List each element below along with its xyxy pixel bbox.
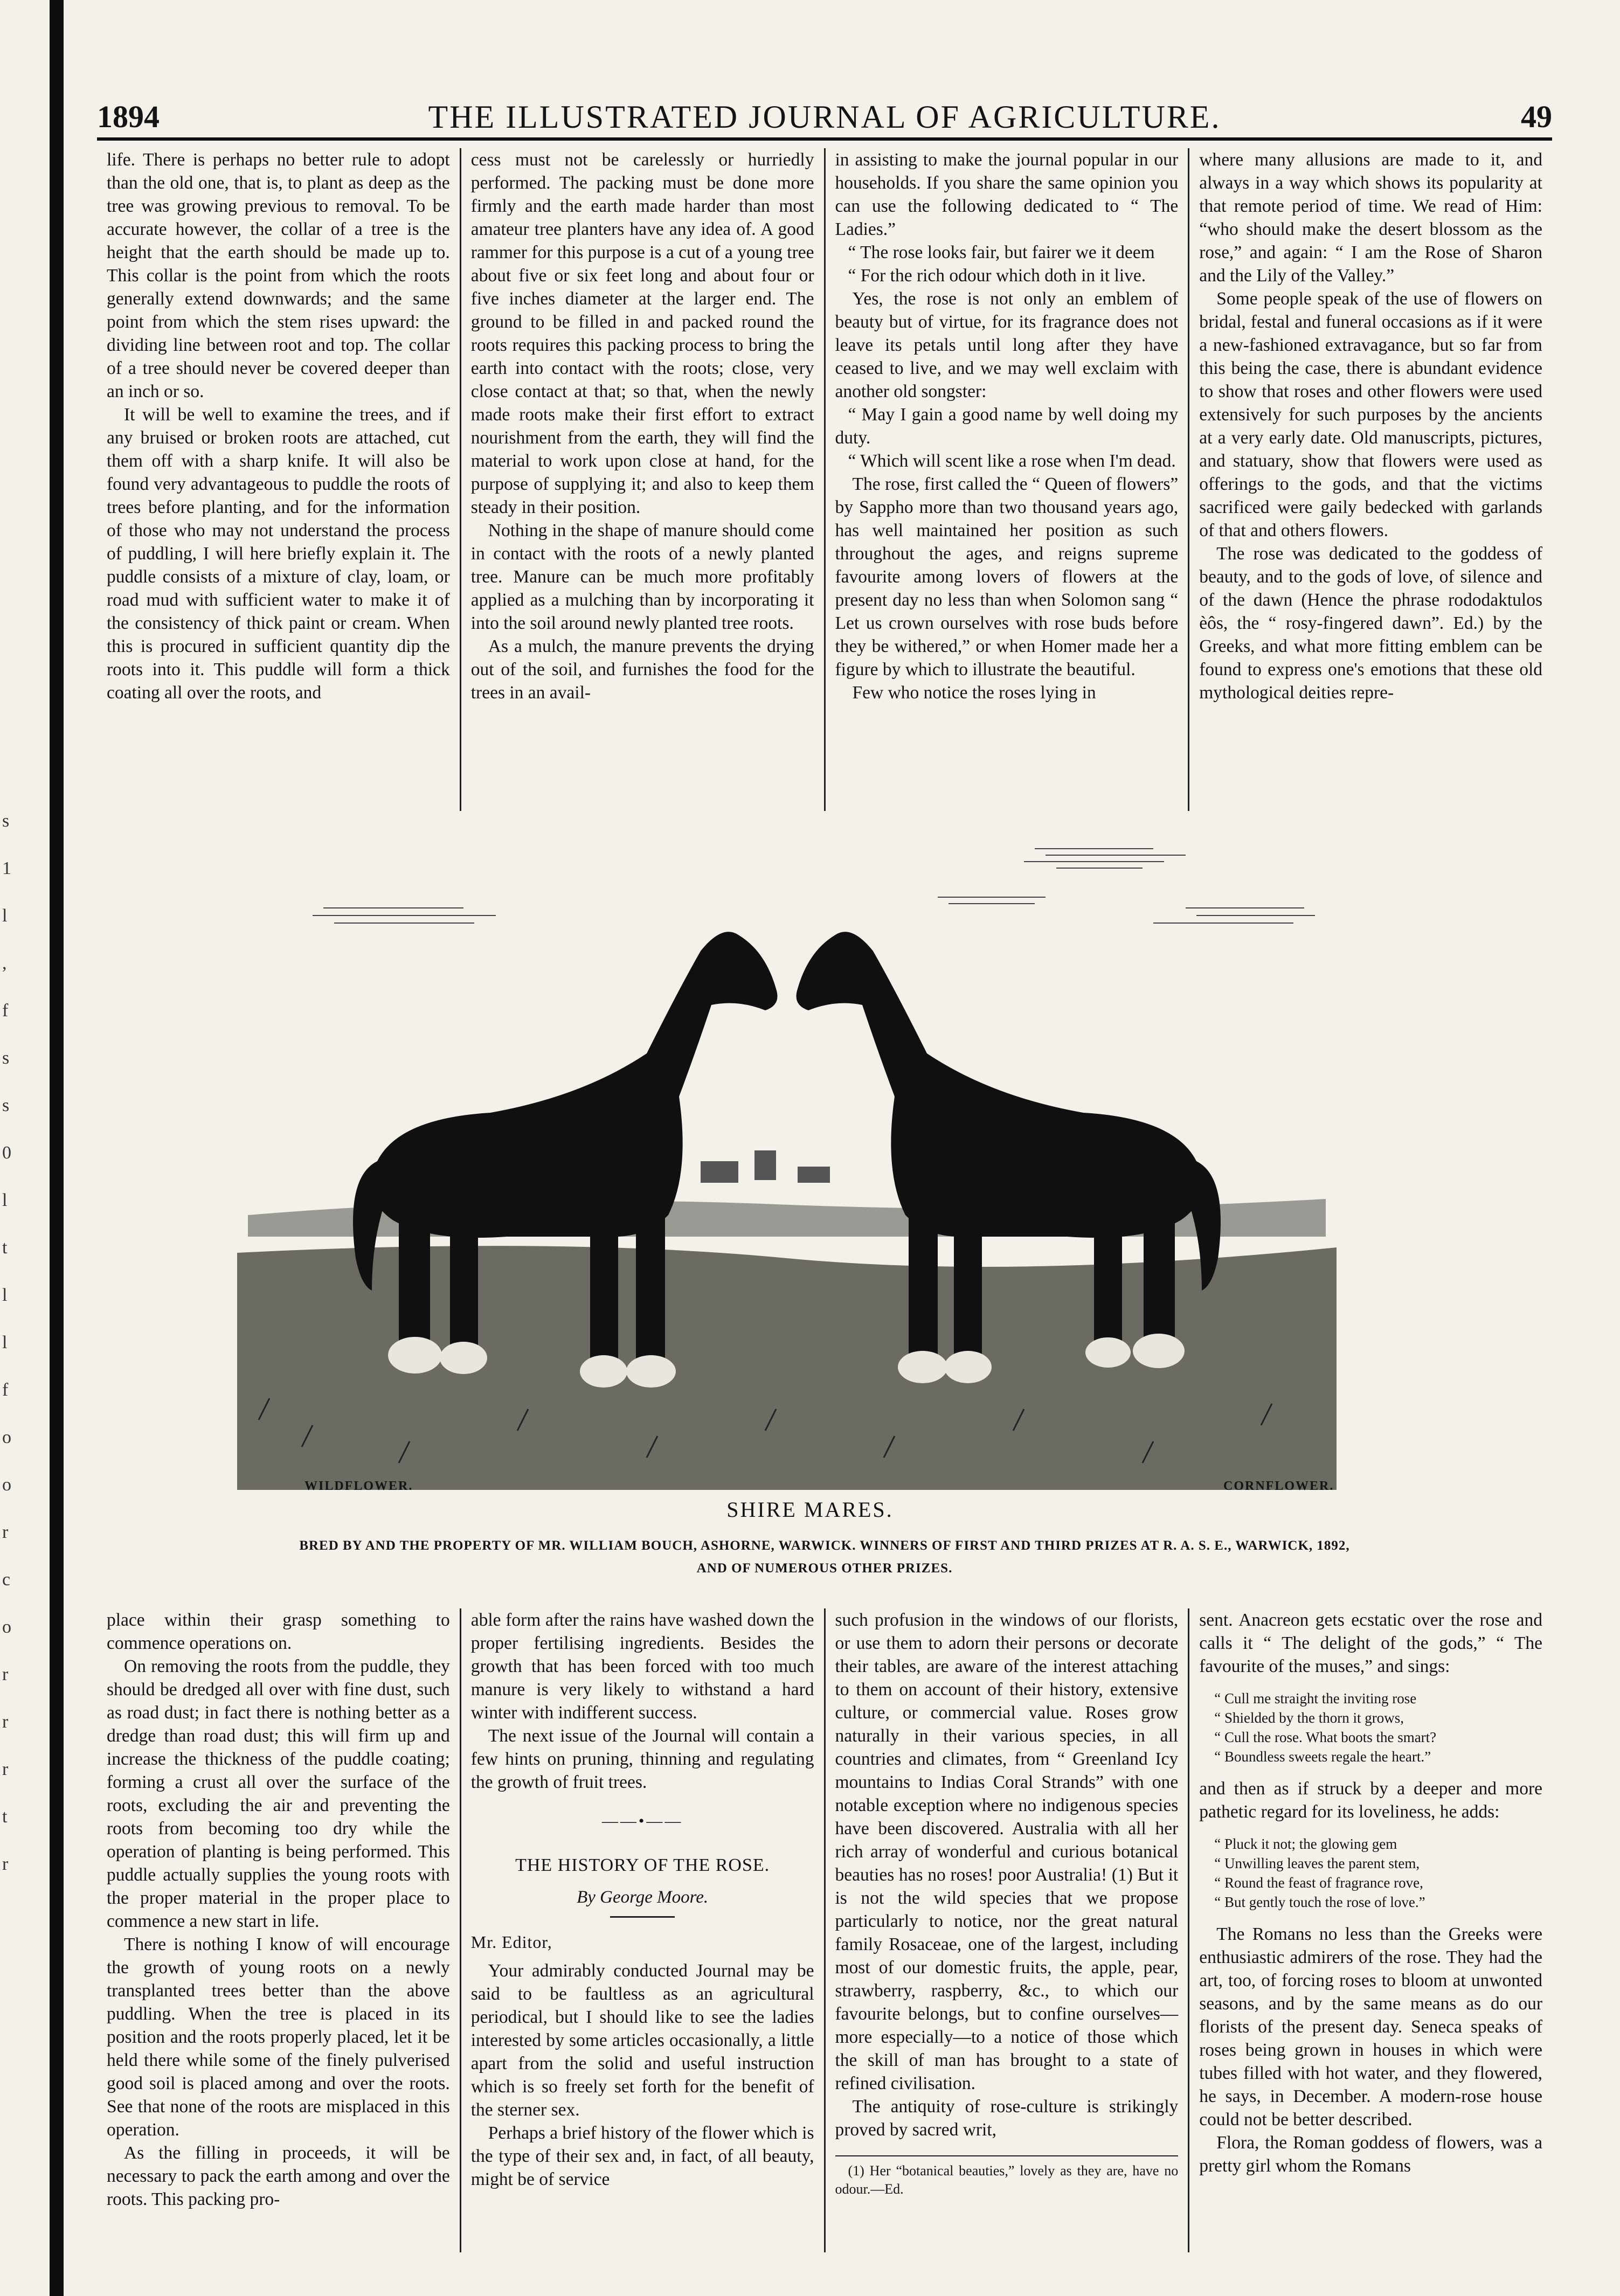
paragraph: The rose, first called the “ Queen of flowers” by Sappho more than two thousand years ago, has well maintained her position as such throughout the ages, and reigns supreme favourite among lovers of flowers at the present day no less than when Solomon sang “ Let us crown ourselves with rose buds before they be withered,” or when Homer made her a figure by which to illustrate the beautiful.	[835, 474, 1179, 679]
paragraph: Your admirably conducted Journal may be said to be faultless as an agricultural periodical, but I should like to see the ladies interested by some articles occasionally, a little apart from the solid and useful instruction which is so freely set forth for the benefit of the sterner sex.	[470, 1961, 814, 2120]
subtitle-line-1: BRED BY AND THE PROPERTY OF MR. WILLIAM BOUCH, ASHORNE, WARWICK. WINNERS OF FIRST AND THIRD PRIZES AT R. A. S. E., WARWICK, 1892,	[299, 1538, 1350, 1553]
margin-mark: l	[2, 1190, 8, 1210]
sky-hatching	[313, 849, 1315, 923]
margin-mark: o	[2, 1427, 11, 1447]
margin-mark: l	[2, 1333, 8, 1352]
bottom-column-1	[97, 1608, 461, 2252]
margin-mark: t	[2, 1238, 8, 1258]
margin-mark: f	[2, 1001, 9, 1021]
verse-line: “ For the rich odour which doth in it live.	[848, 266, 1146, 286]
margin-mark: r	[2, 1854, 9, 1874]
margin-mark: 0	[2, 1143, 11, 1163]
paragraph: The Romans no less than the Greeks were enthusiastic admirers of the rose. They had the art, too, of forcing roses to bloom at unwonted seasons, and by the same means as do our florists of the present day. Seneca speaks of roses being grown in houses in which were tubes filled with hot water, and they flowered, he says, in December. A modern-rose house could not be better described.	[1199, 1924, 1542, 2129]
caption-cornflower: CORNFLOWER.	[1223, 1479, 1334, 1493]
margin-mark: 1	[2, 858, 11, 878]
paragraph: As the filling in proceeds, it will be necessary to pack the earth among and over the roots. This packing pro-	[107, 2143, 450, 2209]
paragraph: cess must not be carelessly or hurriedly performed. The packing must be done more firmly and the earth made harder than most amateur tree planters have any idea of. A good rammer for this purpose is a cut of a young tree about five or six feet long and about four or five inches diameter at the larger end. The ground to be filled in and packed round the roots requires this packing process to bring the earth into contact with the roots; close, very close contact at that; so that, when the newly made roots make their first effort to extract nourishment from the earth, they will find the material to work upon close at hand, for the purpose of supplying it; and also to keep them steady in their position.	[470, 150, 814, 517]
margin-mark: o	[2, 1617, 11, 1637]
top-column-1	[97, 148, 461, 811]
paragraph: Perhaps a brief history of the flower which is the type of their sex and, in fact, of all beauty, might be of service	[470, 2123, 814, 2189]
margin-mark: s	[2, 811, 10, 831]
margin-mark: r	[2, 1664, 9, 1684]
margin-mark: r	[2, 1759, 9, 1779]
top-column-2	[461, 148, 826, 811]
paragraph: such profusion in the windows of our florists, or use them to adorn their persons or decorate their tables, are aware of the interest attaching to them on account of their history, extensive culture, or commercial value. Roses grow naturally in their various species, in all countries and climates, from “ Greenland Icy mountains to Indias Coral Strands” with one notable exception where no indigenous species have been discovered. Australia with all her rich array of wonderful and curious botanical beauties has no roses! poor Australia! (1) But it is not the wild species that we propose particularly to notice, nor the great natural family Rosaceae, one of the largest, including most of our domestic fruits, the apple, pear, strawberry, raspberry, &c., to which our favourite belongs, but to confine ourselves—more especially—to a notice of those which the skill of man has brought to a state of refined civilisation.	[835, 1610, 1179, 2093]
paragraph: sent. Anacreon gets ecstatic over the rose and calls it “ The delight of the gods,” “ The favourite of the muses,” and sings:	[1199, 1610, 1542, 1676]
poem-anacreon-1	[1214, 1689, 1542, 1766]
paragraph: As a mulch, the manure prevents the drying out of the soil, and furnishes the food for the trees in an avail-	[470, 636, 814, 703]
paragraph: life. There is perhaps no better rule to adopt than the old one, that is, to plant as deep as the tree was growing previous to removal. To be accurate however, the collar of a tree is the height that the earth should be made up to. This collar is the point from which the roots generally extend downwards; and the same point from which the stem rises upward: the dividing line between root and top. The collar of a tree should never be covered deeper than an inch or so.	[107, 150, 450, 401]
poem-line: “ Cull the rose. What boots the smart?	[1214, 1729, 1437, 1745]
poem-line: “ Cull me straight the inviting rose	[1214, 1690, 1417, 1707]
section-ornament: ——•——	[601, 1812, 683, 1830]
margin-mark: l	[2, 906, 8, 926]
margin-mark: l	[2, 1285, 8, 1305]
margin-mark: r	[2, 1712, 9, 1732]
paragraph: in assisting to make the journal popular in our households. If you share the same opinion you can use the following dedicated to “ The Ladies.”	[835, 150, 1179, 239]
bottom-columns	[97, 1608, 1552, 2252]
paragraph: where many allusions are made to it, and always in a way which shows its popularity at that remote period of time. We read of Him: “who should make the desert blossom as the rose,” and again: “ I am the Rose of Sharon and the Lily of the Valley.”	[1199, 150, 1542, 286]
paragraph: Few who notice the roses lying in	[852, 683, 1096, 703]
header-year: 1894	[97, 99, 160, 134]
paragraph: place within their grasp something to commence operations on.	[107, 1610, 450, 1653]
paragraph: able form after the rains have washed down the proper fertilising ingredients. Besides the growth that has been forced with too much manure is very likely to withstand a hard winter with indifferent success.	[470, 1610, 814, 1723]
paragraph: and then as if struck by a deeper and more pathetic regard for its loveliness, he adds:	[1199, 1779, 1542, 1822]
paragraph: Yes, the rose is not only an emblem of beauty but of virtue, for its fragrance does not leave its petals until long after they have ceased to live, and we may well exclaim with another old songster:	[835, 289, 1179, 401]
margin-mark: t	[2, 1807, 8, 1827]
salutation: Mr. Editor,	[470, 1932, 552, 1952]
paragraph: There is nothing I know of will encourage the growth of young roots on a newly transplanted trees better than the above puddling. When the tree is placed in its position and the roots properly placed, let it be held there while some of the finely pulverised good soil is placed among and over the roots. See that none of the roots are misplaced in this operation.	[107, 1934, 450, 2140]
margin-mark: ,	[2, 953, 7, 973]
margin-marks	[2, 797, 34, 1888]
poem-line: “ Boundless sweets regale the heart.”	[1214, 1749, 1431, 1765]
bottom-column-4	[1189, 1608, 1552, 2252]
top-column-3	[826, 148, 1190, 811]
paragraph: It will be well to examine the trees, and if any bruised or broken roots are attached, cut them off with a sharp knife. It will also be found very advantageous to puddle the roots of trees before planting, and for the information of those who may not understand the process of puddling, I will here briefly explain it. The puddle consists of a mixture of clay, loam, or road mud with sufficient water to make it of the consistency of thick paint or cream. When this is procured in sufficient quantity dip the roots into it. This puddle will form a thick coating all over the roots, and	[107, 405, 450, 703]
bottom-column-3	[826, 1608, 1190, 2252]
journal-title: THE ILLUSTRATED JOURNAL OF AGRICULTURE.	[428, 99, 1221, 135]
illustration-subtitle	[162, 1535, 1487, 1580]
engraving-svg	[237, 827, 1337, 1490]
poem-line: “ Shielded by the thorn it grows,	[1214, 1710, 1404, 1726]
verse-line: “ Which will scent like a rose when I'm dead.	[848, 451, 1176, 471]
verse-line: “ The rose looks fair, but fairer we it deem	[848, 242, 1155, 262]
top-columns	[97, 148, 1552, 811]
poem-line: “ Pluck it not; the glowing gem	[1214, 1836, 1397, 1852]
page-header	[97, 94, 1552, 141]
binding-spine	[50, 0, 64, 2296]
illustration-title: SHIRE MARES.	[726, 1497, 894, 1522]
paragraph: The next issue of the Journal will contain a few hints on pruning, thinning and regulating the growth of fruit trees.	[470, 1726, 814, 1792]
bottom-column-2	[461, 1608, 826, 2252]
margin-mark: r	[2, 1522, 9, 1542]
distant-buildings	[701, 1150, 830, 1183]
poem-line: “ Round the feast of fragrance rove,	[1214, 1875, 1423, 1891]
paragraph: The rose was dedicated to the goddess of beauty, and to the gods of love, of silence and of the dawn (Hence the phrase rododaktulos èôs, the “ rosy-fingered dawn”. Ed.) by the Greeks, and what more fitting emblem can be found to express one's emotions that these old mythological deities repre-	[1199, 544, 1542, 703]
margin-mark: o	[2, 1475, 11, 1495]
article-byline: By George Moore.	[577, 1888, 709, 1907]
byline-rule	[610, 1916, 675, 1918]
margin-mark: s	[2, 1095, 10, 1115]
paragraph: On removing the roots from the puddle, they should be dredged all over with fine dust, such as road dust; in fact there is nothing better as a dredge than road dust; this will firm up and increase the thickness of the puddle coating; forming a crust all over the surface of the roots, excluding the air and preventing the roots from becoming too dry while the operation of planting is being performed. This puddle actually supplies the young roots with the proper material in the proper place to commence a new start in life.	[107, 1656, 450, 1931]
poem-line: “ But gently touch the rose of love.”	[1214, 1894, 1425, 1910]
shire-mares-engraving	[237, 827, 1337, 1490]
paragraph: Nothing in the shape of manure should come in contact with the roots of a newly planted tree. Manure can be much more profitably applied as a mulching than by incorporating it into the soil around newly planted tree roots.	[470, 521, 814, 633]
footnote: (1) Her “botanical beauties,” lovely as they are, have no odour.—Ed.	[835, 2155, 1179, 2198]
paragraph: The antiquity of rose-culture is strikingly proved by sacred writ,	[835, 2097, 1179, 2140]
paragraph: Flora, the Roman goddess of flowers, was a pretty girl whom the Romans	[1199, 2133, 1542, 2176]
poem-line: “ Unwilling leaves the parent stem,	[1214, 1855, 1420, 1871]
margin-mark: f	[2, 1380, 9, 1400]
top-column-4	[1189, 148, 1552, 811]
margin-mark: c	[2, 1570, 11, 1590]
article-title: THE HISTORY OF THE ROSE.	[515, 1855, 770, 1875]
caption-wildflower: WILDFLOWER.	[304, 1479, 413, 1493]
verse-line: “ May I gain a good name by well doing my duty.	[835, 405, 1179, 448]
poem-anacreon-2	[1214, 1834, 1542, 1912]
subtitle-line-2: AND OF NUMEROUS OTHER PRIZES.	[696, 1561, 953, 1576]
margin-mark: s	[2, 1048, 10, 1068]
page-number: 49	[1521, 99, 1552, 134]
paragraph: Some people speak of the use of flowers on bridal, festal and funeral occasions as if it were a new-fashioned extravagance, but so far from this being the case, there is abundant evidence to show that roses and other flowers were used extensively for such purposes by the ancients at a very early date. Old manuscripts, pictures, and statuary, show that flowers were used as offerings to the gods, and that the victims sacrificed were gaily bedecked with garlands of that and others flowers.	[1199, 289, 1542, 540]
